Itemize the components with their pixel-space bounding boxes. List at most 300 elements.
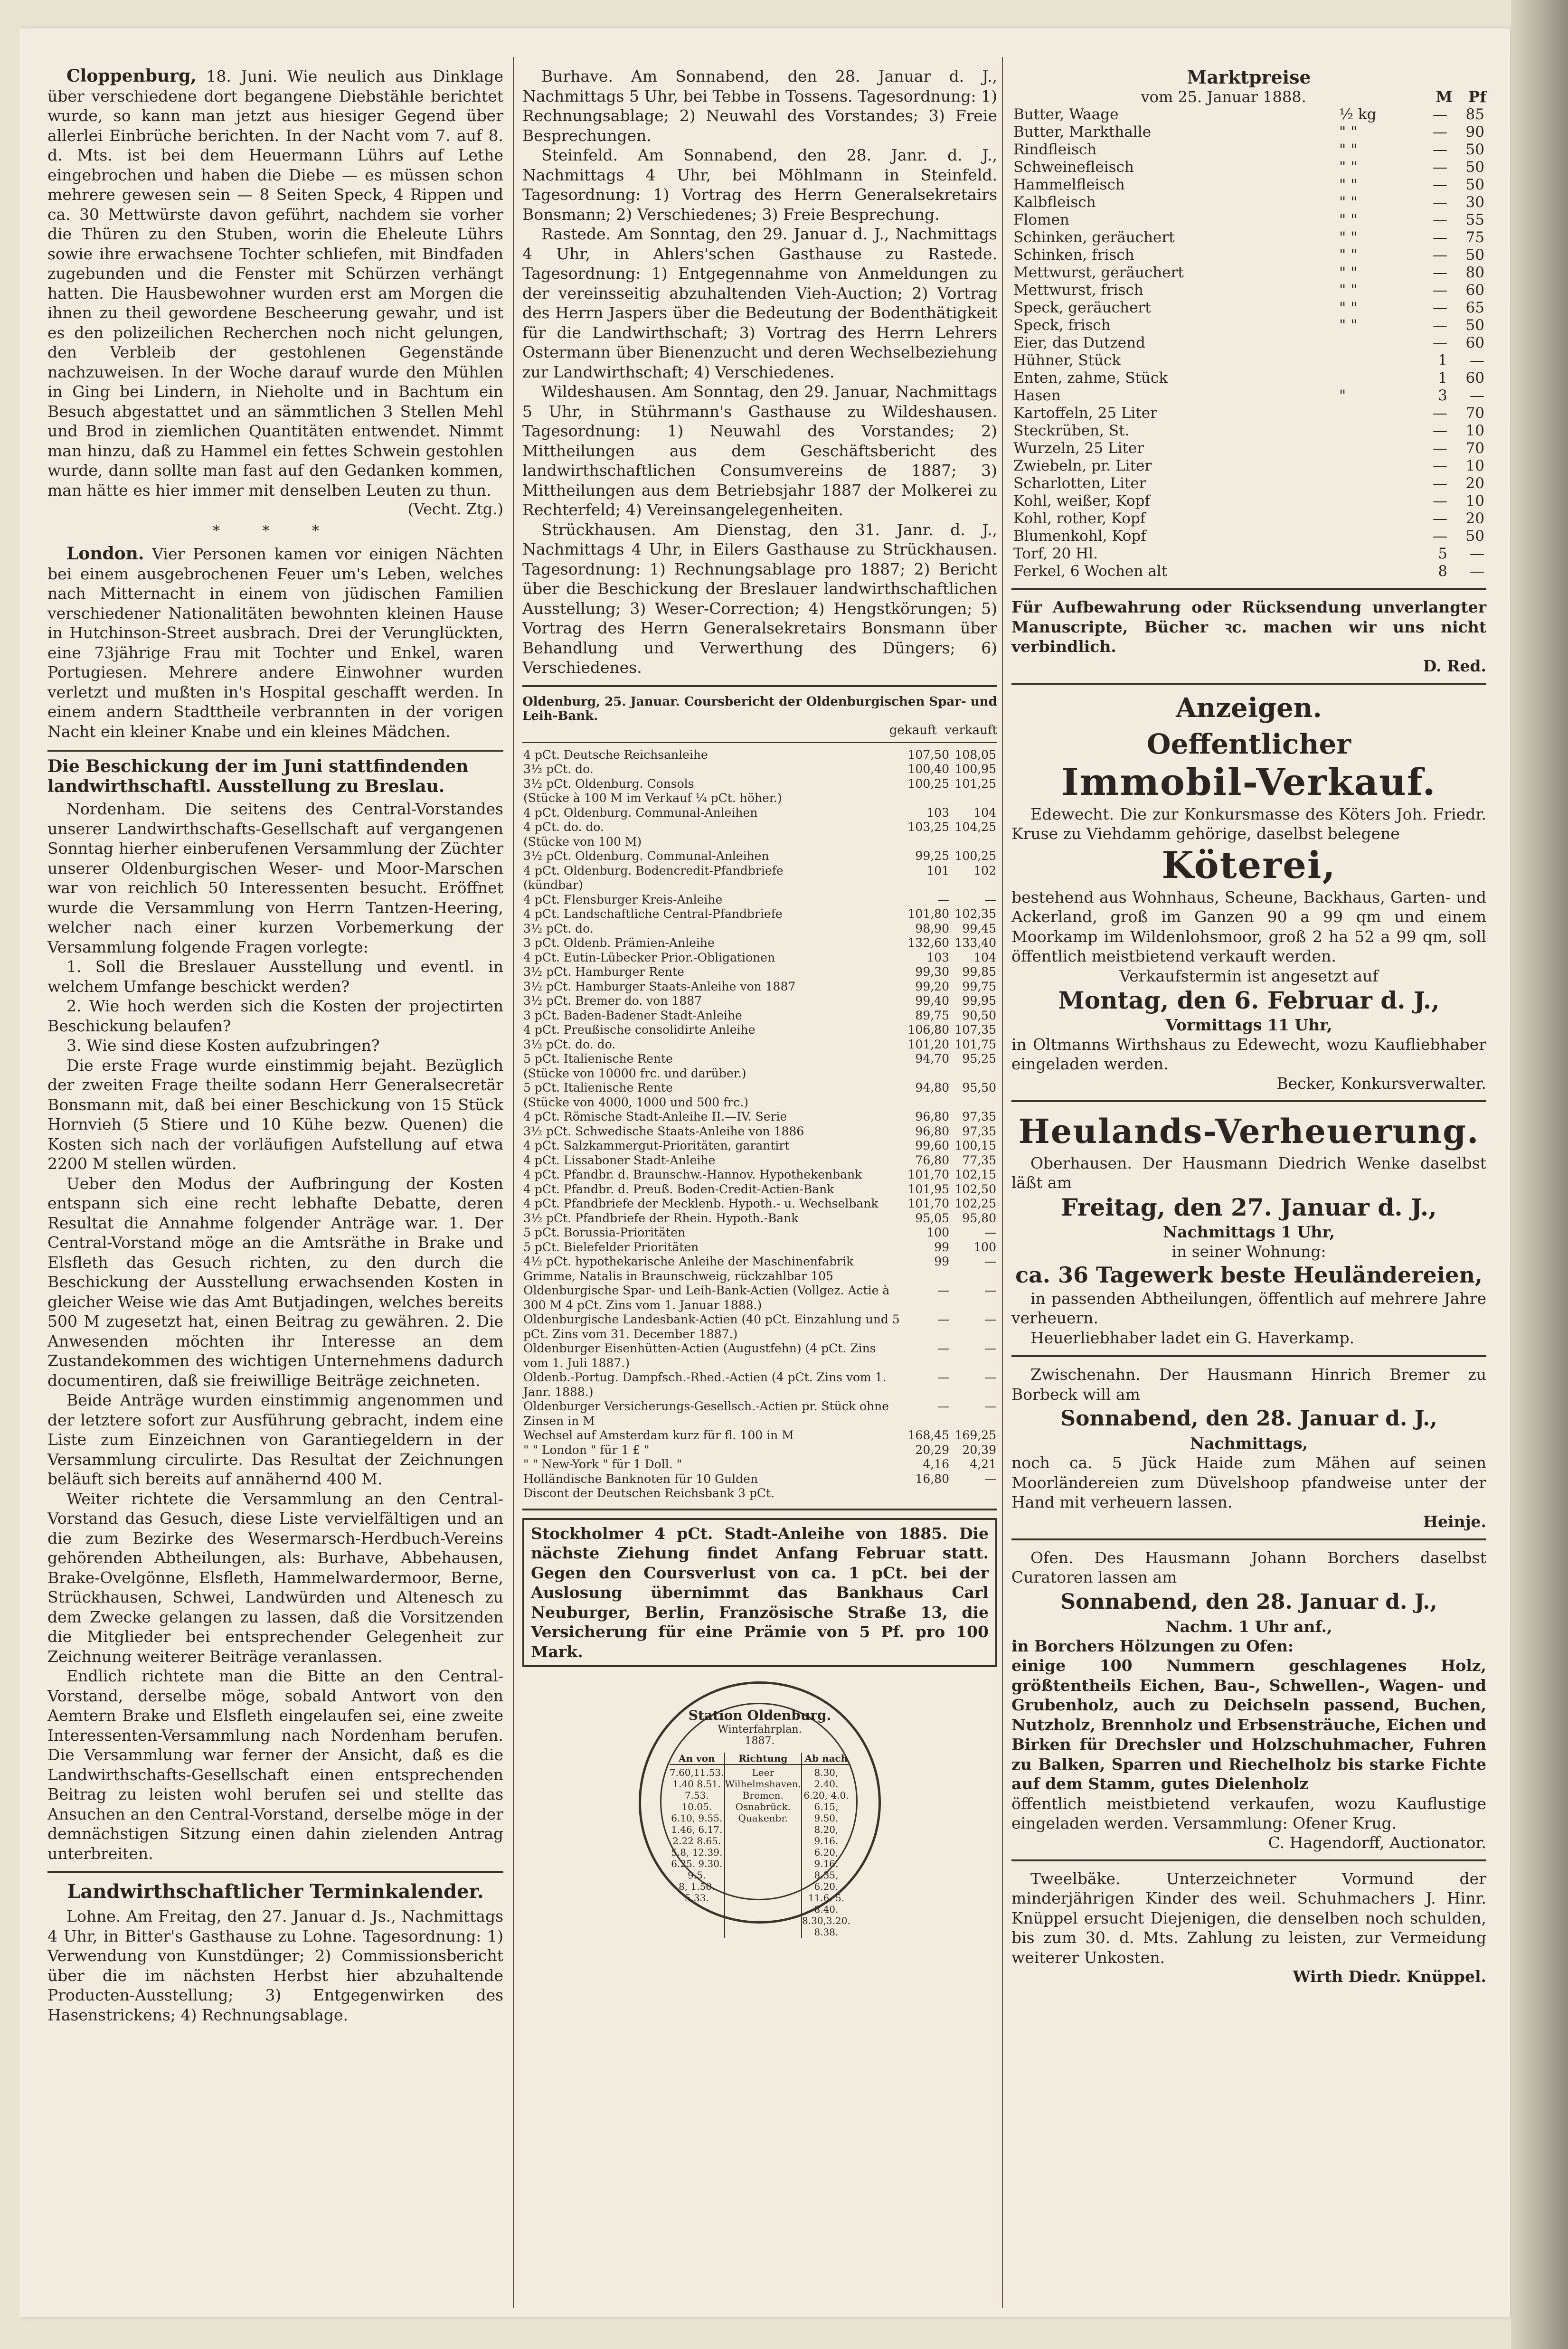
marktpreis-unit: " " <box>1339 246 1358 264</box>
kurs-sold: — <box>984 1312 996 1326</box>
kurs-row <box>522 806 997 821</box>
ad4-time: Nachm. 1 Uhr anf., <box>1165 1617 1332 1636</box>
marktpreis-row <box>1011 194 1486 211</box>
section-separator: * * * <box>212 523 339 539</box>
kurs-row <box>522 1023 997 1038</box>
kurs-security: (Stücke von 100 M) <box>523 834 642 849</box>
kurs-bought: 94,80 <box>915 1081 949 1094</box>
column-left <box>47 66 503 2025</box>
kurs-sold <box>950 835 997 849</box>
fahrplan-entry: Osnabrück. <box>735 1801 791 1812</box>
marktpreis-row <box>1011 334 1486 352</box>
editorial-notice: Für Aufbewahrung oder Rücksendung unverlangter Manuscripte, Bücher ꝛc. machen wir uns nicht verbindlich. <box>1011 598 1486 656</box>
kurs-row <box>522 864 997 878</box>
marktpreis-mark: — <box>1433 176 1447 193</box>
kurs-security: 3½ pCt. do. do. <box>523 1037 616 1051</box>
ad3-intro: Zwischenahn. Der Hausmann Hinrich Bremer zu Borbeck will am <box>1011 1365 1486 1404</box>
marktpreis-row <box>1011 545 1486 563</box>
kurs-sold: — <box>984 892 996 906</box>
kurs-security: 4 pCt. Landschaftliche Central-Pfandbriefe <box>523 907 783 921</box>
ad1-location: in Oltmanns Wirthshaus zu Edewecht, wozu Kaufliebhaber eingeladen werden. <box>1011 1035 1486 1073</box>
kurs-bought: 103,25 <box>907 820 949 834</box>
marktpreis-unit: " " <box>1339 194 1358 211</box>
marktpreis-unit: " " <box>1339 264 1358 281</box>
marktpreis-row <box>1011 457 1486 475</box>
kurs-security: 5 pCt. Bielefelder Prioritäten <box>523 1240 699 1254</box>
marktpreis-pfennig: 50 <box>1465 317 1484 334</box>
marktpreis-item: Speck, geräuchert <box>1013 299 1151 316</box>
marktpreis-item: Kohl, weißer, Kopf <box>1013 492 1150 509</box>
marktpreis-unit <box>1337 475 1412 492</box>
kurs-security: Holländische Banknoten für 10 Gulden <box>523 1472 758 1486</box>
kurs-row <box>522 1038 997 1052</box>
marktpreis-unit: ½ kg <box>1339 106 1377 123</box>
marktpreis-pfennig: 50 <box>1465 528 1484 545</box>
marktpreis-item: Kartoffeln, 25 Liter <box>1013 405 1157 422</box>
kurs-bought: 101,70 <box>907 1197 949 1210</box>
kurs-row <box>522 1255 997 1283</box>
kurs-row <box>522 1240 997 1255</box>
marktpreis-pfennig: 70 <box>1465 440 1484 457</box>
marktpreis-item: Butter, Markthalle <box>1013 123 1152 141</box>
kurs-security: Discont der Deutschen Reichsbank 3 pCt. <box>523 1486 775 1500</box>
ad2-intro: Oberhausen. Der Hausmann Diedrich Wenke daselbst läßt am <box>1011 1153 1486 1192</box>
kurs-bought: 100,25 <box>907 776 949 791</box>
kurs-row <box>522 951 997 965</box>
fahrplan-entry: 2.22 8.65. <box>672 1835 721 1847</box>
fahrplan-entry: 1.46, 6.17. <box>671 1824 723 1835</box>
kurs-header <box>522 695 997 737</box>
book-binding-edge <box>1511 0 1568 2349</box>
kurs-sold: 102,35 <box>954 907 996 921</box>
fahrplan-entry: 7.53. 10.05. <box>681 1790 712 1812</box>
kurs-bought: 99,25 <box>915 849 949 863</box>
kurs-bought: — <box>937 1312 949 1326</box>
marktpreis-pfennig: 75 <box>1465 229 1484 246</box>
kurs-title: Coursbericht der Oldenburgischen Spar- und Leih-Bank. <box>522 694 997 723</box>
kurs-row <box>522 893 997 907</box>
kurs-security: 4 pCt. Pfandbr. d. Preuß. Boden-Credit-Actien-Bank <box>523 1182 834 1196</box>
marktpreis-pfennig: — <box>1470 352 1484 369</box>
kurs-security: 4 pCt. Preußische consolidirte Anleihe <box>523 1023 756 1037</box>
marktpreis-item: Eier, das Dutzend <box>1013 334 1145 351</box>
fahrplan-entry: 8.30, 2.40. <box>814 1767 839 1790</box>
column-rule-2 <box>1002 57 1003 2308</box>
fahrplan-entry: 8.30,3.20. <box>802 1915 850 1926</box>
breslau-question-3: 3. Wie sind diese Kosten aufzubringen? <box>66 1036 380 1055</box>
kurs-sold: 95,50 <box>962 1081 996 1094</box>
fahrplan-subtitle: Winterfahrplan. <box>718 1724 802 1736</box>
marktpreis-pfennig: 50 <box>1465 246 1484 264</box>
fahrplan-entry: 8.20, 9.16. <box>814 1824 839 1847</box>
marktpreis-pfennig: 10 <box>1465 457 1484 474</box>
ad2-time: Nachmittags 1 Uhr, <box>1163 1222 1335 1241</box>
terminkalender-lohne: Lohne. Am Freitag, den 27. Januar d. Js., Nachmittags 4 Uhr, in Bitter's Gasthause zu Lohne. Tagesordnung: 1) Verwendung von Kunstdünger; 2) Commissionsbericht über die im nächsten Herbst hier abzuhaltende Producten-Ausstellung; 3) Entgegenwirken des Hasenstrickens; 4) Rechnungsablage. <box>47 1907 503 2024</box>
kurs-security: Oldenb.-Portug. Dampfsch.-Rhed.-Actien (4 pCt. Zins vom 1. Janr. 1888.) <box>523 1370 887 1399</box>
divider <box>1011 1859 1486 1861</box>
kurs-sold: 101,75 <box>954 1037 996 1051</box>
marktpreis-pfennig: 20 <box>1465 475 1484 492</box>
marktpreis-mark: — <box>1433 264 1447 281</box>
ad4-location: in Borchers Hölzungen zu Ofen: <box>1011 1636 1294 1655</box>
marktpreis-pfennig: 60 <box>1465 369 1484 387</box>
fahrplan-entry: 8.35, 6.20. <box>814 1869 839 1892</box>
kurs-security: 3 pCt. Baden-Badener Stadt-Anleihe <box>523 1008 742 1022</box>
kurs-sold: 100,25 <box>954 849 996 863</box>
marktpreis-item: Wurzeln, 25 Liter <box>1013 440 1144 457</box>
kurs-security: 3½ pCt. Bremer do. von 1887 <box>523 994 702 1008</box>
kurs-bought: 99,20 <box>915 979 949 993</box>
kurs-bought: — <box>937 892 949 906</box>
ad1-title-line1: Oeffentlicher <box>1147 727 1351 760</box>
ad4-details: öffentlich meistbietend verkaufen, wozu Kauflustige eingeladen werden. Versammlung: Ofener Krug. <box>1011 1794 1486 1832</box>
kurs-row <box>522 1095 997 1110</box>
heading-terminkalender: Landwirthschaftlicher Terminkalender. <box>67 1880 484 1903</box>
kurs-row <box>522 1124 997 1139</box>
kurs-row <box>522 907 997 922</box>
kurs-sold: 102 <box>973 863 996 877</box>
kurs-col-gekauft: gekauft <box>889 723 937 737</box>
kurs-row <box>522 878 997 893</box>
kurs-bought: 99,30 <box>915 965 949 979</box>
marktpreis-pfennig: 50 <box>1465 176 1484 193</box>
fahrplan-entry: 6.20, 9.16. <box>814 1847 839 1869</box>
marktpreis-mark: 8 <box>1438 563 1447 580</box>
kurs-sold <box>950 791 997 806</box>
kurs-sold: 101,25 <box>954 776 996 791</box>
divider <box>522 1509 997 1510</box>
kurs-sold: 100,15 <box>954 1139 996 1152</box>
kurs-sold <box>950 1095 997 1110</box>
kurs-bought <box>903 1486 950 1501</box>
marktpreis-item: Speck, frisch <box>1013 317 1111 334</box>
marktpreise-date-text: vom 25. Januar 1888. <box>1141 88 1306 106</box>
marktpreis-item: Schinken, frisch <box>1013 246 1134 264</box>
marktpreis-row <box>1011 387 1486 405</box>
kurs-bought: 99 <box>934 1255 949 1268</box>
kurs-sold: — <box>984 1472 996 1486</box>
marktpreis-unit: " " <box>1339 299 1358 316</box>
marktpreis-mark: 3 <box>1438 387 1447 404</box>
kurs-sold: — <box>984 1399 996 1413</box>
kurs-security: 4 pCt. Flensburger Kreis-Anleihe <box>523 892 723 906</box>
ad1-title-line2: Immobil-Verkauf. <box>1061 760 1436 804</box>
kurs-row <box>522 748 997 763</box>
kurs-row <box>522 936 997 951</box>
marktpreis-pfennig: 20 <box>1465 510 1484 527</box>
marktpreis-row <box>1011 475 1486 492</box>
marktpreis-item: Enten, zahme, Stück <box>1013 369 1168 387</box>
stockholm-notice <box>522 1518 997 1668</box>
fahrplan-entry: 6.20, 4.0. <box>803 1790 849 1801</box>
marktpreis-unit <box>1337 563 1412 580</box>
kurs-row <box>522 849 997 864</box>
marktpreis-mark: 1 <box>1438 352 1447 369</box>
kurs-bought: 100,40 <box>907 762 949 776</box>
kurs-row <box>522 1211 997 1226</box>
divider <box>1011 683 1486 685</box>
kurs-sold: 90,50 <box>962 1008 996 1022</box>
marktpreis-item: Mettwurst, geräuchert <box>1013 264 1184 281</box>
marktpreis-mark: — <box>1433 282 1447 299</box>
kurs-sold: 100 <box>973 1240 996 1254</box>
marktpreis-mark: — <box>1433 440 1447 457</box>
kurs-sold: 77,35 <box>962 1153 996 1167</box>
editorial-signature: D. Red. <box>1423 656 1486 675</box>
kurs-security: Oldenburger Eisenhütten-Actien (Augustfehn) (4 pCt. Zins vom 1. Juli 1887.) <box>523 1341 876 1370</box>
marktpreis-unit: " " <box>1339 317 1358 334</box>
fahrplan-column-head: An von <box>670 1753 724 1765</box>
kurs-sold: 99,95 <box>962 994 996 1008</box>
kurs-bought: 168,45 <box>907 1428 949 1442</box>
kurs-row <box>522 1283 997 1312</box>
fahrplan-entry: 8, 1.50. <box>679 1881 715 1892</box>
breslau-paragraph-5: Weiter richtete die Versammlung an den Central-Vorstand das Gesuch, diese Liste vervielfältigen und an die zum Bezirke des Wesermarsch-Herdbuch-Vereins gehörenden Abtheilungen, als: Burhave, Abbehausen, Brake-Ovelgönne, Elsfleth, Hammelwardermoor, Berne, Strückhausen, Schwei, Landwürden und Altenesch zu dem Zwecke gelangen zu lassen, daß die Vorsitzenden die Mitglieder bei entsprechender Gelegenheit zur Zeichnung weiterer Beiträge veranlassen. <box>47 1489 503 1666</box>
kurs-security: 3½ pCt. Oldenburg. Consols <box>523 776 694 791</box>
marktpreis-pfennig: 90 <box>1465 123 1484 141</box>
kurs-row <box>522 980 997 994</box>
breslau-question-1: 1. Soll die Breslauer Ausstellung und eventl. in welchem Umfange beschickt werden? <box>47 957 503 996</box>
kurs-security: 4 pCt. Oldenburg. Communal-Anleihen <box>523 805 758 820</box>
marktpreis-unit <box>1337 405 1412 422</box>
kurs-date: Oldenburg, 25. Januar. <box>522 694 680 709</box>
termin-rastede: Rastede. Am Sonntag, den 29. Januar d. J., Nachmittags 4 Uhr, in Ahlers'schen Gasthause zu Rastede. Tagesordnung: 1) Entgegennahme von Anmeldungen zu der vereinsseitig abzuhaltenden Vieh-Auction; 2) Vortrag des Herrn Jaspers über die Bedeutung der Bodenthätigkeit für die Landwirthschaft; 3) Vortrag des Herrn Lehrers Ostermann über Bienenzucht und deren Wechselbeziehung zur Landwirthschaft; 4) Verschiedenes. <box>522 225 997 381</box>
marktpreis-row <box>1011 211 1486 229</box>
marktpreis-row <box>1011 317 1486 334</box>
marktpreis-pfennig: 60 <box>1465 282 1484 299</box>
marktpreis-mark: 1 <box>1438 369 1447 387</box>
marktpreis-item: Flomen <box>1013 211 1069 228</box>
ad4-items: einige 100 Nummern geschlagenes Holz, größtentheils Eichen, Bau-, Schwellen-, Wagen- und Grubenholz, auch zu Deichseln passend, Buchen, Nutzholz, Brennholz und Erbsensträuche, Eichen und Birken für Drechsler und Holzschuhmacher, Fuhren zu Balken, Sparren und Riechelholz bis starke Fichte auf dem Stamm, gutes Dielenholz <box>1011 1656 1486 1793</box>
kurs-sold: 102,25 <box>954 1197 996 1210</box>
kurs-row <box>522 1443 997 1458</box>
marktpreis-mark: — <box>1433 475 1447 492</box>
kurs-row <box>522 1428 997 1443</box>
kurs-col-verkauft: verkauft <box>945 723 997 737</box>
newspaper-page <box>19 28 1510 2317</box>
ad1-time: Vormittags 11 Uhr, <box>1165 1015 1332 1034</box>
ad3-time: Nachmittags, <box>1190 1434 1308 1453</box>
marktpreis-row <box>1011 246 1486 264</box>
marktpreis-row <box>1011 299 1486 317</box>
marktpreis-mark: — <box>1433 106 1447 123</box>
fahrplan-entry: 6.15, 9.50. <box>814 1801 839 1824</box>
ad2-title: Heulands-Verheuerung. <box>1018 1111 1480 1151</box>
ad2-details: in passenden Abtheilungen, öffentlich auf mehrere Jahre verheuern. <box>1011 1289 1486 1327</box>
kurs-sold: 102,15 <box>954 1168 996 1181</box>
marktpreis-unit <box>1337 545 1412 563</box>
kurs-bought: 4,16 <box>923 1457 949 1471</box>
ad3-details: noch ca. 5 Jück Haide zum Mähen auf seinen Moorländereien zum Düvelshoop pfandweise unter der Hand mit verheuern lassen. <box>1011 1453 1486 1511</box>
article-london-text: Vier Personen kamen vor einigen Nächten bei einem ausgebrochenen Feuer um's Leben, welches nach Mitternacht in einem von jüdischen Familien verschiedener Nationalitäten bewohnten kleinen Hause in Hutchinson-Street ausbrach. Drei der Verunglückten, eine 73jährige Frau mit Tochter und Enkel, waren Portugiesen. Mehrere andere Einwohner wurden verletzt und mußten in's Hospital geschafft werden. In einem andern Stadttheile verbrannten in der vorigen Nacht ein kleiner Knabe und ein kleines Mädchen. <box>47 545 503 741</box>
breslau-paragraph-2: Die erste Frage wurde einstimmig bejaht. Bezüglich der zweiten Frage theilte sodann Herr Generalsecretär Bonsmann mit, daß bei einer Beschickung von 15 Stück Hornvieh (5 Stiere und 10 Kühe bezw. Quenen) die Kosten sich nach der vorläufigen Aufstellung auf etwa 2200 M stellen würden. <box>47 1056 503 1173</box>
kurs-bought: 96,80 <box>915 1124 949 1138</box>
ad4-date: Sonnabend, den 28. Januar d. J., <box>1060 1589 1437 1614</box>
divider <box>1011 1355 1486 1357</box>
marktpreis-row <box>1011 369 1486 387</box>
fahrplan-column <box>801 1753 850 1938</box>
kurs-bought <box>903 1066 950 1081</box>
kurs-security: 4 pCt. Lissaboner Stadt-Anleihe <box>523 1153 716 1167</box>
kurs-bought: 106,80 <box>907 1023 949 1037</box>
kurs-sold: 104 <box>973 950 996 964</box>
kurs-sold <box>950 1486 997 1501</box>
kurs-row <box>522 1009 997 1023</box>
marktpreis-pfennig: 70 <box>1465 405 1484 422</box>
marktpreise-table <box>1011 106 1486 580</box>
marktpreis-row <box>1011 229 1486 246</box>
kurs-bought: 103 <box>926 805 949 820</box>
kurs-row <box>522 965 997 980</box>
kurs-security: 5 pCt. Borussia-Prioritäten <box>523 1226 686 1239</box>
breslau-paragraph-3: Ueber den Modus der Aufbringung der Kosten entspann sich eine recht lebhafte Debatte, deren Resultat die Annahme folgender Anträge war. 1. Der Central-Vorstand möge an die Amtsräthe in Brake und Elsfleth das Gesuch richten, zu den durch die Beschickung der Ausstellung erwachsenden Kosten in gleicher Weise wie das Amt Butjadingen, welches bereits 500 M zugesetzt hat, einen Beitrag zu gewähren. 2. Die Anwesenden möchten ihr Interesse an dem Zustandekommen des wichtigen Unternehmens dadurch documentiren, daß sie freiwillige Beiträge zeichneten. <box>47 1174 503 1390</box>
marktpreis-mark: — <box>1433 492 1447 509</box>
article-cloppenburg <box>47 66 503 500</box>
kurs-row <box>522 835 997 849</box>
fahrplan-entry: Bremen. <box>742 1790 784 1801</box>
fahrplan-entry: 8.40. <box>814 1904 839 1915</box>
marktpreis-unit: " " <box>1339 176 1358 193</box>
kurs-sold: 104,25 <box>954 820 996 834</box>
marktpreis-row <box>1011 563 1486 580</box>
marktpreis-pfennig: 10 <box>1465 492 1484 509</box>
marktpreis-pfennig: 65 <box>1465 299 1484 316</box>
marktpreis-unit <box>1337 492 1412 510</box>
breslau-paragraph-1: Nordenham. Die seitens des Central-Vorstandes unserer Landwirthschafts-Gesellschaft auf vergangenen Sonntag hierher einberufenen Versammlung der Züchter unserer Oldenburgischen Weser- und Moor-Marschen war von reichlich 50 Interessenten besucht. Eröffnet wurde die Versammlung von Herrn Tantzen-Heering, welcher nach einer kurzen Vorbemerkung der Versammlung folgende Fragen vorlegte: <box>47 800 503 956</box>
kurs-sold: — <box>984 1341 996 1355</box>
marktpreis-row <box>1011 528 1486 545</box>
kurs-row <box>522 922 997 936</box>
marktpreis-mark: — <box>1433 510 1447 527</box>
unit-mark: M <box>1436 88 1453 106</box>
kurs-security: 4 pCt. Pfandbr. d. Braunschw.-Hannov. Hypothekenbank <box>523 1168 862 1181</box>
kurs-row <box>522 1081 997 1095</box>
ad1-description: bestehend aus Wohnhaus, Scheune, Backhaus, Garten- und Ackerland, groß im Ganzen 90 a 99 qm und einem Moorkamp im Wildenlohsmoor, groß 2 ha 52 a 99 qm, soll öffentlich meistbietend verkauft werden. <box>1011 887 1486 965</box>
fahrplan-entry: 8.38. <box>814 1926 839 1938</box>
kurs-security: 4 pCt. Salzkammergut-Prioritäten, garantirt <box>523 1139 790 1152</box>
marktpreis-mark: — <box>1433 159 1447 176</box>
marktpreis-mark: — <box>1433 422 1447 439</box>
fahrplan-column-head: Ab nach <box>802 1753 850 1765</box>
kurs-row <box>522 1110 997 1124</box>
kurs-security: 5 pCt. Italienische Rente <box>523 1052 673 1066</box>
marktpreis-pfennig: 50 <box>1465 159 1484 176</box>
kurs-security: 3½ pCt. do. <box>523 921 594 935</box>
termin-steinfeld: Steinfeld. Am Sonnabend, den 28. Janr. d. J., Nachmittags 4 Uhr, bei Möhlmann in Steinfeld. Tagesordnung: 1) Vortrag des Herrn Generalsekretairs Bonsmann; 2) Verschiedenes; 3) Freie Besprechung. <box>522 146 997 224</box>
kurs-bought: 101,95 <box>907 1182 949 1196</box>
kurs-security: 3½ pCt. Pfandbriefe der Rhein. Hypoth.-Bank <box>523 1211 799 1225</box>
kurs-table <box>522 748 997 1501</box>
marktpreis-unit: " " <box>1339 141 1358 158</box>
kurs-sold: 99,75 <box>962 979 996 993</box>
marktpreis-pfennig: — <box>1470 563 1484 580</box>
marktpreis-mark: — <box>1433 299 1447 316</box>
marktpreis-mark: — <box>1433 334 1447 351</box>
kurs-row <box>522 1139 997 1153</box>
kurs-bought: 89,75 <box>915 1008 949 1022</box>
kurs-bought <box>903 878 950 893</box>
ad1-termin-label: Verkaufstermin ist angesetzt auf <box>1119 966 1379 985</box>
kurs-sold: — <box>984 1255 996 1268</box>
termin-wildeshausen: Wildeshausen. Am Sonntag, den 29. Januar, Nachmittags 5 Uhr, in Stührmann's Gasthause zu Wildeshausen. Tagesordnung: 1) Neuwahl des Vorstandes; 2) Mittheilungen aus dem Geschäftsbericht des landwirthschaftlichen Consumvereins de 1887; 3) Mittheilungen aus dem Betriebsjahr 1887 der Molkerei zu Rechterfeld; 4) Vereinsangelegenheiten. <box>522 382 997 519</box>
marktpreis-item: Ferkel, 6 Wochen alt <box>1013 563 1168 580</box>
marktpreis-row <box>1011 176 1486 194</box>
marktpreis-mark: — <box>1433 317 1447 334</box>
breslau-paragraph-4: Beide Anträge wurden einstimmig angenommen und der letztere sofort zur Ausführung gebracht, indem eine Liste zum Einzeichnen von Garantiegeldern in der Versammlung circulirte. Das Resultat der Zeichnungen beläuft sich bereits auf annähernd 400 M. <box>47 1391 503 1488</box>
kurs-security: Wechsel auf Amsterdam kurz für fl. 100 in M <box>523 1428 794 1442</box>
kurs-row <box>522 1226 997 1240</box>
kurs-bought: 107,50 <box>907 747 949 762</box>
marktpreis-row <box>1011 282 1486 299</box>
kurs-bought: 99 <box>934 1240 949 1254</box>
ad4-signature: C. Hagendorff, Auctionator. <box>1268 1833 1486 1852</box>
article-london <box>47 544 503 741</box>
fahrplan-entry: 5.33. <box>684 1892 709 1904</box>
ad2-object: ca. 36 Tagewerk beste Heuländereien, <box>1015 1262 1483 1288</box>
marktpreis-row <box>1011 106 1486 123</box>
marktpreis-pfennig: 80 <box>1465 264 1484 281</box>
kurs-row <box>522 1197 997 1211</box>
kurs-security: 5 pCt. Italienische Rente <box>523 1081 673 1094</box>
kurs-bought: 101,20 <box>907 1037 949 1051</box>
marktpreis-mark: — <box>1433 211 1447 228</box>
kurs-sold <box>950 878 997 893</box>
kurs-security: 4 pCt. do. do. <box>523 820 604 834</box>
stockholm-notice-text: Stockholmer 4 pCt. Stadt-Anleihe von 1885. Die nächste Ziehung findet Anfang Februar statt. Gegen den Coursverlust von ca. 1 pCt. bei der Auslosung übernimmt das Bankhaus Carl Neuburger, Berlin, Französische Straße 13, die Versicherung für eine Prämie von 5 Pf. pro 100 Mark. <box>531 1524 989 1661</box>
kurs-security: 3½ pCt. Oldenburg. Communal-Anleihen <box>523 849 769 863</box>
kurs-bought: 95,05 <box>915 1211 949 1225</box>
marktpreis-mark: — <box>1433 405 1447 422</box>
marktpreis-pfennig: 50 <box>1465 141 1484 158</box>
kurs-row <box>522 820 997 835</box>
kurs-bought: 101,80 <box>907 907 949 921</box>
marktpreis-unit: " " <box>1339 229 1358 246</box>
marktpreis-item: Rindfleisch <box>1013 141 1097 158</box>
kurs-bought: — <box>937 1399 949 1413</box>
kurs-bought: — <box>937 1370 949 1384</box>
kurs-sold: 102,50 <box>954 1182 996 1196</box>
kurs-row <box>522 791 997 806</box>
kurs-row <box>522 777 997 792</box>
ad2-signature: Heuerliebhaber ladet ein G. Haverkamp. <box>1030 1328 1355 1347</box>
kurs-row <box>522 994 997 1009</box>
kurs-sold: 99,85 <box>962 965 996 979</box>
ad2-date: Freitag, den 27. Januar d. J., <box>1061 1193 1437 1221</box>
dateline-cloppenburg: Cloppenburg, <box>66 66 197 86</box>
marktpreis-item: Hühner, Stück <box>1013 352 1121 369</box>
article-cloppenburg-text: 18. Juni. Wie neulich aus Dinklage über verschiedene dort begangene Diebstähle berichtet wurde, so kann man jetzt aus hiesiger Gegend über allerlei Einbrüche berichten. In der Nacht vom 7. auf 8. d. Mts. ist bei dem Heuermann Lührs auf Lethe eingebrochen und haben die Diebe — es müssen schon mehrere gewesen sein — 8 Seiten Speck, 4 Rippen und ca. 30 Mettwürste davon geführt, nachdem sie vorher die Thüren zu den Stuben, worin die Eheleute Lührs sowie ihre erwachsene Tochter schliefen, mit Bindfaden zugebunden und die Fenster mit Schürzen verhängt hatten. Die Hausbewohner wurden erst am Morgen die ihnen zu theil gewordene Bescheerung gewahr, und ist es den polizeilichen Recherchen noch nicht gelungen, den Verbleib der gestohlenen Gegenstände nachzuweisen. In der Woche darauf wurde den Mühlen in Ging bei Lindern, in Nieholte und in Bachtum ein Besuch abgestattet und an sämmtlichen 3 Stellen Mehl und Brod in ziemlichen Quantitäten entwendet. Nimmt man hinzu, daß zu Hammel ein fettes Schwein gestohlen wurde, dann sollte man fast auf den Gedanken kommen, man hätte es hier immer mit denselben Leuten zu thun. <box>47 67 503 500</box>
kurs-security: " " New-York " für 1 Doll. " <box>523 1457 682 1471</box>
fahrplan-entry: 5.8, 12.39. <box>671 1847 723 1858</box>
kurs-security: Oldenburgische Spar- und Leih-Bank-Actien (Vollgez. Actie à 300 M 4 pCt. Zins vom 1. Januar 1888.) <box>523 1283 890 1312</box>
termin-strueckhausen: Strückhausen. Am Dienstag, den 31. Janr. d. J., Nachmittags 4 Uhr, in Eilers Gasthause zu Strückhausen. Tagesordnung: 1) Rechnungsablage pro 1887; 2) Bericht über die Beschickung der Breslauer landwirthschaftlichen Ausstellung; 3) Weser-Correction; 4) Hengstkörungen; 5) Vortrag des Herrn Generalsekretairs Bonsmann über Behandlung und Verwerthung des Düngers; 6) Verschiedenes. <box>522 520 997 677</box>
kurs-security: 3½ pCt. Schwedische Staats-Anleihe von 1886 <box>523 1124 804 1138</box>
kurs-bought: — <box>937 1341 949 1355</box>
kurs-bought: 103 <box>926 950 949 964</box>
kurs-row <box>522 1457 997 1472</box>
kurs-security: 3 pCt. Oldenb. Prämien-Anleihe <box>523 936 715 950</box>
marktpreis-item: Torf, 20 Hl. <box>1013 545 1098 562</box>
kurs-sold: 108,05 <box>954 747 996 762</box>
heading-breslau: Die Beschickung der im Juni stattfindenden landwirthschaftl. Ausstellung zu Breslau. <box>47 750 503 796</box>
fahrplan-column <box>724 1753 802 1938</box>
kurs-sold: 99,45 <box>962 921 996 935</box>
kurs-bought: 76,80 <box>915 1153 949 1167</box>
marktpreis-item: Blumenkohl, Kopf <box>1013 528 1146 545</box>
divider <box>522 742 997 743</box>
marktpreis-item: Mettwurst, frisch <box>1013 282 1143 299</box>
fahrplan-entry: 7.60,11.53. <box>670 1767 724 1778</box>
